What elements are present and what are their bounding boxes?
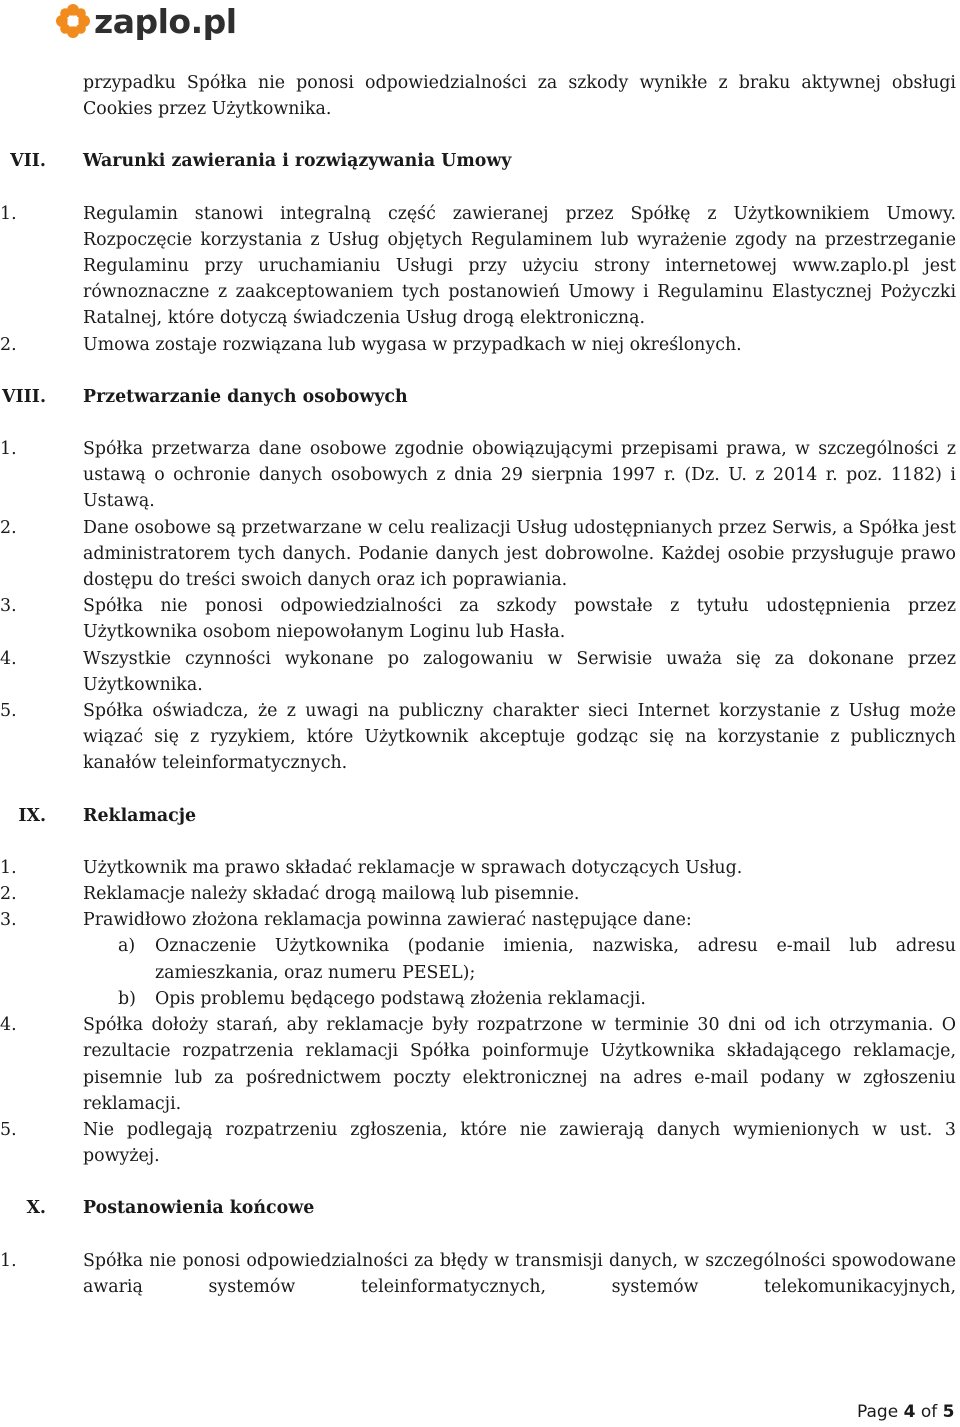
sub-list-item xyxy=(0,986,956,1012)
intro-paragraph: przypadku Spółka nie ponosi odpowiedzialności za szkody wynikłe z braku aktywnej obsługi Cookies przez Użytkownika. xyxy=(83,73,956,120)
sub-item-text: Oznaczenie Użytkownika (podanie imienia, nazwiska, adresu e-mail lub adresu zamieszkania, oraz numeru PESEL); xyxy=(155,936,956,983)
item-number: 1. xyxy=(0,203,17,224)
section-title: Postanowienia końcowe xyxy=(83,1198,315,1219)
page-number xyxy=(857,1402,954,1422)
list-item xyxy=(0,1248,956,1300)
section-heading xyxy=(0,148,960,174)
item-text: Spółka nie ponosi odpowiedzialności za błędy w transmisji danych, w szczególności spowodowane awarią systemów teleinformatycznych, systemów telekomunikacyjnych, xyxy=(83,1250,956,1297)
item-number: 2. xyxy=(0,517,17,538)
item-number: 2. xyxy=(0,884,17,905)
item-text: Spółka dołoży starań, aby reklamacje były rozpatrzone w terminie 30 dni od ich otrzymania. O rezultacie rozpatrzenia reklamacji Spółka poinformuje Użytkownika składającego reklamacje, pisemnie lub za pośrednictwem poczty elektronicznej na adres e-mail podany w zgłoszeniu reklamacji. xyxy=(83,1015,956,1114)
of-word: of xyxy=(920,1402,938,1422)
list-item xyxy=(0,332,956,358)
page-word: Page xyxy=(857,1402,899,1422)
item-text: Dane osobowe są przetwarzane w celu realizacji Usług udostępnianych przez Serwis, a Spółka jest administratorem tych danych. Podanie danych jest dobrowolne. Każdej osobie przysługuje prawo dostępu do treści swoich danych oraz ich poprawiania. xyxy=(83,517,956,591)
item-number: 1. xyxy=(0,439,17,460)
item-number: 1. xyxy=(0,857,17,878)
item-text: Wszystkie czynności wykonane po zalogowaniu w Serwisie uważa się za dokonane przez Użytkownika. xyxy=(83,648,956,695)
section-numeral: VII. xyxy=(10,151,46,172)
list-item xyxy=(0,515,956,594)
sub-item-text: Opis problemu będącego podstawą złożenia reklamacji. xyxy=(155,988,646,1009)
item-text: Użytkownik ma prawo składać reklamacje w sprawach dotyczących Usług. xyxy=(83,857,743,878)
item-number: 4. xyxy=(0,1015,17,1036)
item-number: 4. xyxy=(0,648,17,669)
item-text: Spółka przetwarza dane osobowe zgodnie obowiązującymi przepisami prawa, w szczególności z ustawą o ochronie danych osobowych z dnia 29 sierpnia 1997 r. (Dz. U. z 2014 r. poz. 1182) i Ustawą. xyxy=(83,439,956,512)
item-number: 1. xyxy=(0,1250,17,1271)
list-item xyxy=(0,1117,956,1169)
item-number: 5. xyxy=(0,1119,17,1140)
sub-item-letter: b) xyxy=(118,988,136,1009)
item-text: Spółka nie ponosi odpowiedzialności za szkody powstałe z tytułu udostępnienia przez Użytkownika osobom niepowołanym Loginu lub Hasła. xyxy=(83,596,956,643)
list-item xyxy=(0,855,956,881)
item-number: 2. xyxy=(0,334,17,355)
section-heading xyxy=(0,803,960,829)
item-number: 3. xyxy=(0,910,17,931)
item-text: Reklamacje należy składać drogą mailową lub pisemnie. xyxy=(83,884,580,905)
list-item xyxy=(0,201,956,332)
section-title: Warunki zawierania i rozwiązywania Umowy xyxy=(83,151,512,172)
section-numeral: X. xyxy=(26,1198,46,1219)
item-number: 3. xyxy=(0,596,17,617)
sub-list-item xyxy=(0,933,956,985)
section-numeral: IX. xyxy=(18,805,46,826)
logo-text: zaplo.pl xyxy=(94,1,237,41)
zaplo-flower-icon xyxy=(55,3,91,39)
item-number: 5. xyxy=(0,701,17,722)
section-heading xyxy=(0,384,960,410)
item-text: Nie podlegają rozpatrzeniu zgłoszenia, które nie zawierają danych wymienionych w ust. 3 powyżej. xyxy=(83,1119,956,1167)
list-item xyxy=(0,1012,956,1117)
item-text: Umowa zostaje rozwiązana lub wygasa w przypadkach w niej określonych. xyxy=(83,334,742,355)
section-heading xyxy=(0,1195,960,1221)
total-pages: 5 xyxy=(942,1402,955,1422)
zaplo-logo xyxy=(55,2,237,40)
item-text: Spółka oświadcza, że z uwagi na publiczny charakter sieci Internet korzystanie z Usług może wiązać się z ryzykiem, które Użytkownik akceptuje godząc się na korzystanie z publicznych kanałów teleinformatycznych. xyxy=(83,701,956,774)
sub-item-letter: a) xyxy=(118,936,136,957)
list-item xyxy=(0,436,956,515)
current-page: 4 xyxy=(903,1402,916,1422)
item-text: Regulamin stanowi integralną część zawieranej przez Spółkę z Użytkownikiem Umowy. Rozpoczęcie korzystania z Usług objętych Regulaminem lub wyrażenie zgody na przestrzeganie Regulaminu przy uruchamianiu Usługi przy użyciu strony internetowej www.zaplo.pl jest równoznaczne z zaakceptowaniem tych postanowień Umowy i Regulaminu Elastycznej Pożyczki Ratalnej, które dotyczą świadczenia Usług drogą elektroniczną. xyxy=(83,203,956,329)
list-item xyxy=(0,881,956,907)
section-title: Przetwarzanie danych osobowych xyxy=(83,386,408,407)
list-item xyxy=(0,593,956,645)
list-item xyxy=(0,698,956,777)
item-text: Prawidłowo złożona reklamacja powinna zawierać następujące dane: xyxy=(83,910,692,931)
list-item xyxy=(0,646,956,698)
document-body xyxy=(0,70,960,1300)
section-numeral: VIII. xyxy=(2,386,46,407)
section-title: Reklamacje xyxy=(83,805,197,826)
list-item xyxy=(0,907,956,933)
